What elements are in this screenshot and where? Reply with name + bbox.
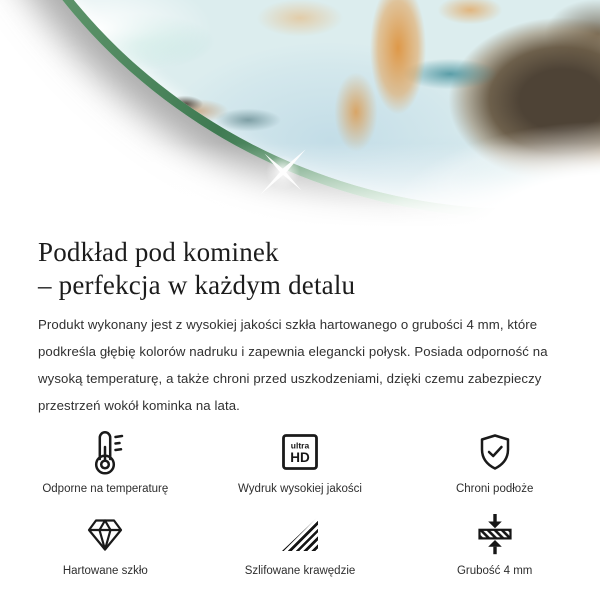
page-title-line2: – perfekcja w każdym detalu: [38, 270, 356, 300]
feature-thickness: [397, 511, 592, 577]
feature-label: Hartowane szkło: [62, 565, 148, 577]
feature-label: Szlifowane krawędzie: [244, 565, 356, 577]
feature-tempered-glass: [8, 511, 203, 577]
feature-label: Chroni podłoże: [455, 483, 534, 495]
page-title-line1: Podkład pod kominek: [38, 237, 279, 267]
thermometer-icon: [85, 429, 125, 475]
page-title: [38, 236, 600, 302]
diamond-icon: [83, 511, 127, 557]
feature-label: Grubość 4 mm: [456, 565, 533, 577]
shield-check-icon: [475, 429, 515, 475]
ultra-hd-badge-bottom: HD: [290, 450, 310, 465]
feature-print-quality: [203, 429, 398, 495]
polished-edges-icon: [282, 511, 318, 557]
feature-label: Wydruk wysokiej jakości: [238, 483, 362, 495]
thickness-icon: [475, 511, 515, 557]
ultra-hd-badge-top: ultra: [290, 440, 310, 451]
ultra-hd-icon: [280, 429, 320, 475]
feature-temperature-resistant: [8, 429, 203, 495]
feature-protects-floor: [397, 429, 592, 495]
feature-label: Odporne na temperaturę: [42, 483, 169, 495]
features-grid: [0, 429, 600, 577]
feature-polished-edges: [203, 511, 398, 577]
product-description: Produkt wykonany jest z wysokiej jakości szkła hartowanego o grubości 4 mm, które podkreśla głębię kolorów nadruku i zapewnia elegancki połysk. Posiada odporność na wysoką temperaturę, a także chroni przed uszkodzeniami, dzięki czemu zabezpieczy przestrzeń wokół kominka na lata.: [38, 317, 548, 413]
sparkle-glint: [248, 137, 318, 207]
product-photo: [0, 0, 600, 233]
